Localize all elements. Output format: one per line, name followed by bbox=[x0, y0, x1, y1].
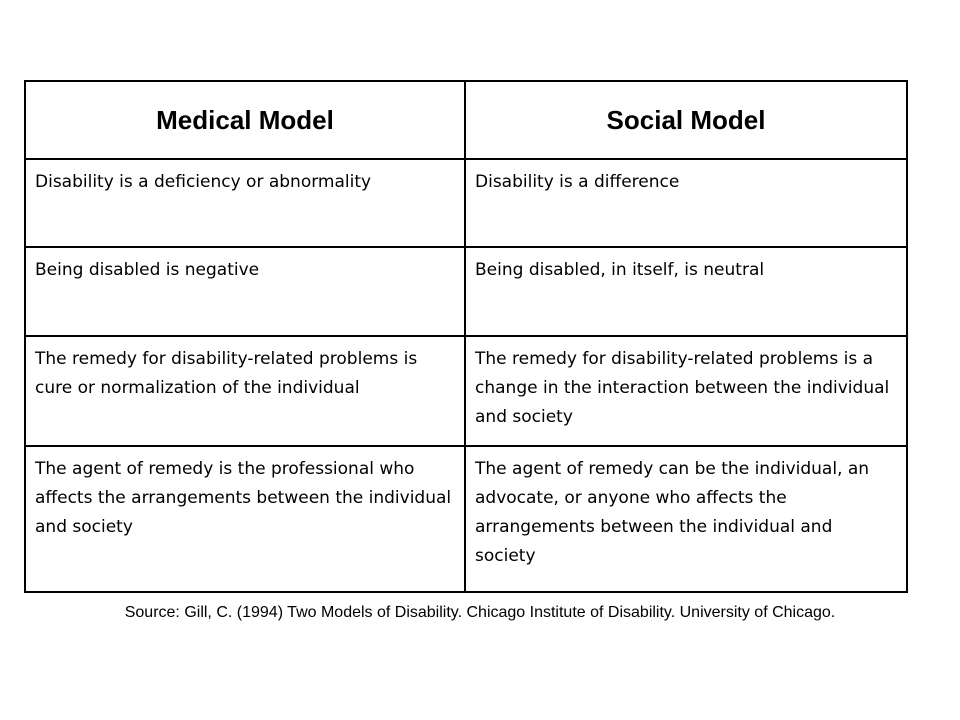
social-cell: The agent of remedy can be the individual, an advocate, or anyone who affects the arrangements between the individual and society bbox=[465, 446, 907, 592]
table-row bbox=[25, 446, 907, 592]
source-citation: Source: Gill, C. (1994) Two Models of Disability. Chicago Institute of Disability. University of Chicago. bbox=[124, 604, 836, 621]
social-cell: Disability is a difference bbox=[465, 159, 907, 247]
header-medical-model: Medical Model bbox=[25, 81, 465, 159]
table-row bbox=[25, 336, 907, 446]
social-cell: Being disabled, in itself, is neutral bbox=[465, 247, 907, 336]
header-row bbox=[25, 81, 907, 159]
medical-cell: The agent of remedy is the professional who affects the arrangements between the individual and society bbox=[25, 446, 465, 592]
social-cell: The remedy for disability-related problems is a change in the interaction between the individual and society bbox=[465, 336, 907, 446]
table-row bbox=[25, 159, 907, 247]
table-row bbox=[25, 247, 907, 336]
header-social-model: Social Model bbox=[465, 81, 907, 159]
medical-cell: The remedy for disability-related problems is cure or normalization of the individual bbox=[25, 336, 465, 446]
medical-cell: Being disabled is negative bbox=[25, 247, 465, 336]
medical-cell: Disability is a deficiency or abnormality bbox=[25, 159, 465, 247]
models-comparison-table bbox=[24, 80, 908, 593]
